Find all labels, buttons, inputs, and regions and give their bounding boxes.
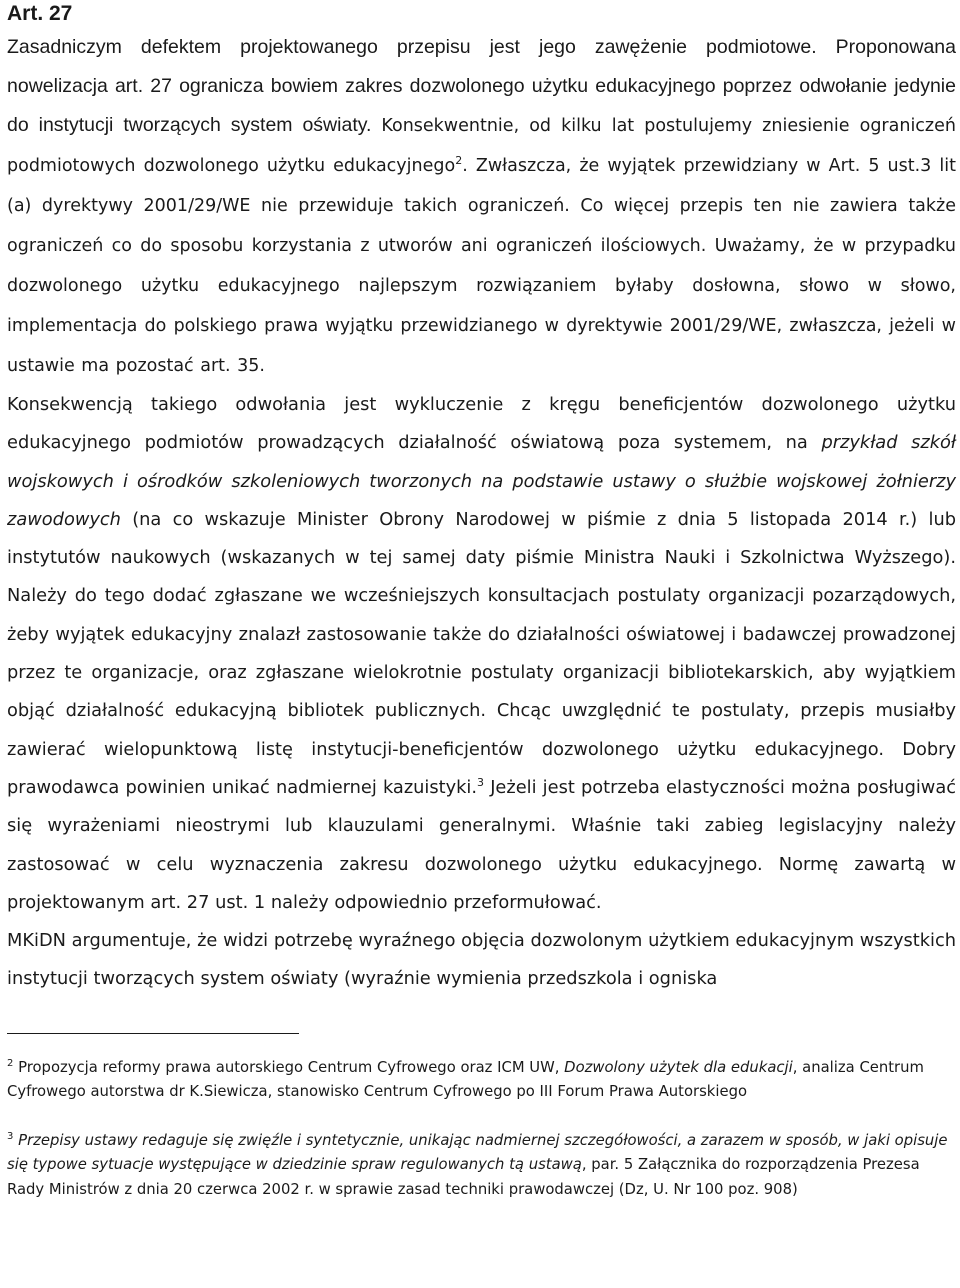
footnote-3 [7,1129,956,1203]
footnote-ref-3[interactable]: 3 [477,776,485,790]
footnote-2-number: 2 [7,1057,14,1069]
paragraph-2-italic: przykład szkół wojskowych i ośrodków szkoleniowych tworzonych na podstawie ustawy o służbie wojskowej żołnierzy zawodowych [7,432,956,530]
paragraph-2-text-a: Konsekwencją takiego odwołania jest wykluczenie z kręgu beneficjentów dozwolonego użytku edukacyjnego podmiotów prowadzących działalność oświatową poza systemem, na [7,394,956,454]
paragraph-1 [7,28,956,386]
paragraph-1-text-b1: Konsekwentnie, od kilku lat postulujemy zniesienie ograniczeń podmiotowych dozwolonego użytku edukacyjnego [7,116,956,176]
footnote-2-text-a: Propozycja reformy prawa autorskiego Centrum Cyfrowego oraz ICM UW, [13,1058,565,1076]
footnote-3-number: 3 [7,1130,14,1142]
article-heading: Art. 27 [7,2,73,25]
paragraph-1-text-b [7,116,956,376]
footnote-3-text-b: , par. 5 Załącznika do rozporządzenia Prezesa Rady Ministrów z dnia 20 czerwca 2002 r. w sprawie zasad techniki prawodawczej (Dz, U. Nr 100 poz. 908) [7,1156,920,1198]
paragraph-3: MKiDN argumentuje, że widzi potrzebę wyraźnego objęcia dozwolonym użytkiem edukacyjnym wszystkich instytucji tworzących system oświaty (wyraźnie wymienia przedszkola i ogniska [7,930,956,990]
footnote-3-italic: Przepisy ustawy redaguje się zwięźle i syntetycznie, unikając nadmiernej szczegółowości, a zarazem w sposób, w jaki opisuje się typowe sytuacje występujące w dziedzinie spraw regulowanych tą ustawą [7,1131,948,1174]
footnote-2-text-b: , analiza Centrum Cyfrowego autorstwa dr K.Siewicza, stanowisko Centrum Cyfrowego po III Forum Prawa Autorskiego [7,1058,924,1101]
paragraph-2-text-b: (na co wskazuje Minister Obrony Narodowej w piśmie z dnia 5 listopada 2014 r.) lub instytutów naukowych (wskazanych w tej samej daty piśmie Ministra Nauki i Szkolnictwa Wyższego). Należy do tego dodać zgłaszane we wcześniejszych konsultacjach postulaty organizacji pozarządowych, żeby wyjątek edukacyjny znalazł zastosowanie także do działalności oświatowej i badawczej prowadzonej przez te organizacje, oraz zgłaszane wielokrotnie postulaty organizacji bibliotekarskich, aby wyjątkiem objąć działalność edukacyjną bibliotek publicznych. Chcąc uwzględnić te postulaty, przepis musiałby zawierać wielopunktową listę instytucji-beneficjentów dozwolonego użytku edukacyjnego. Dobry prawodawca powinien unikać nadmiernej kazuistyki. [7,508,956,798]
paragraph-1-text-a: Zasadniczym defektem projektowanego przepisu jest jego zawężenie podmiotowe. Proponowana nowelizacja art. 27 ogranicza bowiem zakres dozwolonego użytku edukacyjnego poprzez odwołanie jedynie do instytucji tworzących system oświaty. [7,36,956,136]
footnote-divider [7,1033,299,1034]
footnote-2 [7,1056,956,1105]
footnote-2-italic: Dozwolony użytek dla edukacji [564,1058,793,1076]
document-page [7,0,956,1202]
paragraph-2 [7,386,956,922]
paragraph-2-text-c: Jeżeli jest potrzeba elastyczności można posługiwać się wyrażeniami nieostrymi lub klauzulami generalnymi. Właśnie taki zabieg legislacyjny należy zastosować w celu wyznaczenia zakresu dozwolonego użytku edukacyjnego. Normę zawartą w projektowanym art. 27 ust. 1 należy odpowiednio przeformułować. [7,776,957,913]
paragraph-1-text-b2: . Zwłaszcza, że wyjątek przewidziany w Art. 5 ust.3 lit (a) dyrektywy 2001/29/WE nie przewiduje takich ograniczeń. Co więcej przepis ten nie zawiera także ograniczeń co do sposobu korzystania z utworów ani ograniczeń ilościowych. Uważamy, że w przypadku dozwolonego użytku edukacyjnego najlepszym rozwiązaniem byłaby dosłowna, słowo w słowo, implementacja do polskiego prawa wyjątku przewidzianego w dyrektywie 2001/29/WE, zwłaszcza, jeżeli w ustawie ma pozostać art. 35. [7,156,956,376]
footnote-ref-2[interactable]: 2 [455,154,463,168]
